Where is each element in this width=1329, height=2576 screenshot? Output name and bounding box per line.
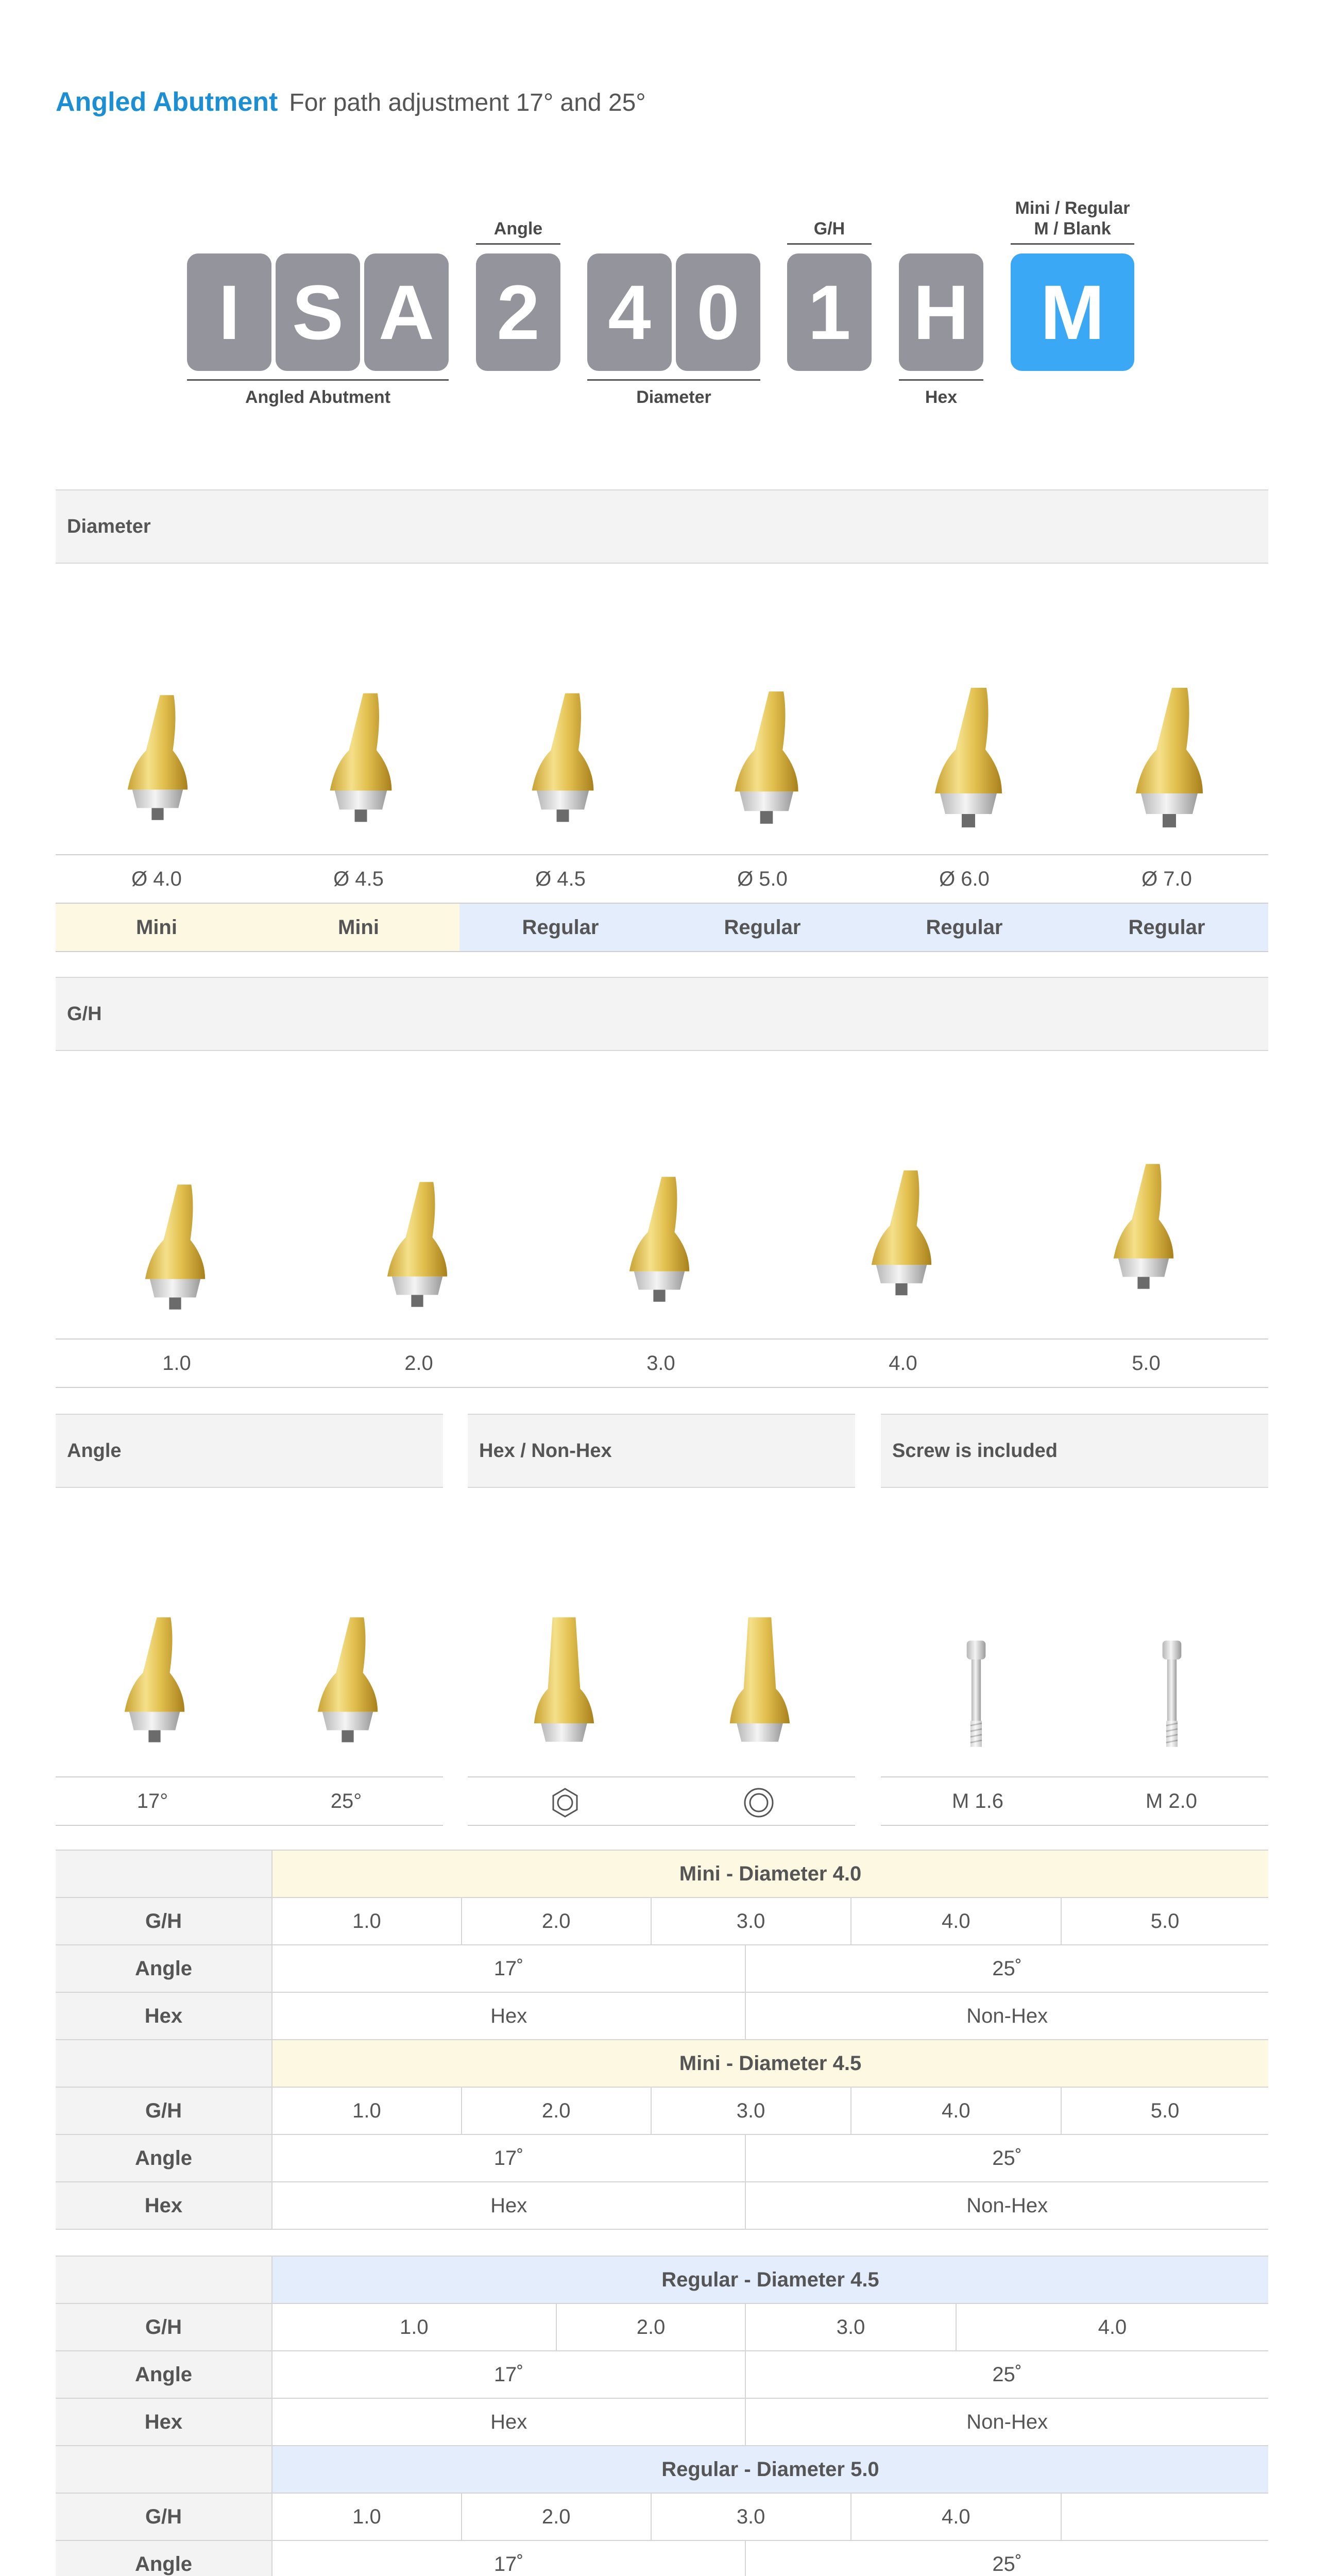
gh-label: 3.0	[646, 1352, 675, 1375]
angle-value: 25˚	[745, 2134, 1268, 2182]
gh-value: 2.0	[462, 2087, 651, 2134]
screw-heading: Screw is included	[881, 1414, 1268, 1488]
abutment-d40-image	[114, 683, 201, 832]
gh-value: 4.0	[851, 1897, 1061, 1945]
row-header-angle: Angle	[56, 2540, 272, 2576]
row-header-angle: Angle	[56, 2134, 272, 2182]
gh-value: 1.0	[272, 2087, 462, 2134]
type-cell-regular: Regular	[459, 904, 661, 951]
row-header-gh: G/H	[56, 2303, 272, 2351]
abutment-d70-image	[1118, 683, 1221, 832]
gh-label: 2.0	[404, 1352, 433, 1375]
gh-value: 4.0	[851, 2087, 1061, 2134]
gh-value: 5.0	[1061, 2087, 1268, 2134]
gh-label: 5.0	[1132, 1352, 1161, 1375]
abutment-gh1-image	[131, 1175, 219, 1319]
gh-value: 4.0	[956, 2303, 1268, 2351]
title-main: Angled Abutment	[56, 87, 278, 117]
row-header-empty	[56, 2446, 272, 2493]
abutment-25deg-image	[304, 1607, 391, 1752]
angle-value: 25˚	[745, 1945, 1268, 1992]
code-label-diameter: Diameter	[636, 387, 711, 407]
screw-label: M 2.0	[1145, 1790, 1198, 1812]
code-tile: S	[276, 253, 360, 371]
code-label-mini-regular: Mini / Regular	[1015, 198, 1130, 218]
code-tile: A	[364, 253, 449, 371]
code-label-m-blank: M / Blank	[1034, 219, 1111, 239]
abutment-d50-image	[720, 683, 813, 832]
row-header-gh: G/H	[56, 1897, 272, 1945]
row-header-angle: Angle	[56, 2351, 272, 2398]
mini-spec-table	[56, 1850, 1268, 2230]
abutment-17deg-image	[111, 1607, 198, 1752]
abutment-gh3-image	[616, 1159, 703, 1319]
group-title-row	[56, 2446, 1268, 2493]
abutment-nonhex-image	[716, 1607, 804, 1752]
row-header-angle: Angle	[56, 1945, 272, 1992]
regular-spec-table	[56, 2256, 1268, 2576]
abutment-gh5-image	[1100, 1133, 1187, 1319]
code-tile-highlight: M	[1011, 253, 1134, 371]
abutment-d45-regular-image	[518, 683, 608, 832]
code-tile: 1	[787, 253, 872, 371]
code-tile: 4	[587, 253, 672, 371]
row-header-hex: Hex	[56, 1992, 272, 2040]
gh-value: 5.0	[1061, 1897, 1268, 1945]
hex-value: Hex	[272, 1992, 745, 2040]
code-tile: H	[899, 253, 983, 371]
group-title: Mini - Diameter 4.0	[272, 1850, 1268, 1897]
non-hex-icon	[743, 1787, 775, 1819]
code-label-angled-abutment: Angled Abutment	[245, 387, 391, 407]
gh-value: 3.0	[651, 2087, 851, 2134]
type-cell-regular: Regular	[1065, 904, 1268, 951]
row-header-empty	[56, 2040, 272, 2087]
abutment-hex-image	[520, 1607, 608, 1752]
row-header-empty	[56, 1850, 272, 1897]
abutment-gh2-image	[373, 1170, 461, 1319]
abutment-d60-image	[919, 683, 1017, 832]
angle-value: 17˚	[272, 2351, 745, 2398]
diameter-label: Ø 5.0	[737, 868, 788, 890]
gh-value: 3.0	[651, 1897, 851, 1945]
gh-value: 4.0	[851, 2493, 1061, 2540]
screw-label: M 1.6	[951, 1790, 1004, 1812]
gh-value: 3.0	[651, 2493, 851, 2540]
screw-m16-image	[948, 1633, 1004, 1754]
diameter-heading: Diameter	[56, 489, 1268, 564]
hex-heading: Hex / Non-Hex	[468, 1414, 855, 1488]
angle-value: 17˚	[272, 2540, 745, 2576]
abutment-gh4-image	[858, 1146, 945, 1319]
title-subtitle: For path adjustment 17° and 25°	[289, 89, 646, 116]
diameter-label: Ø 4.5	[333, 868, 384, 890]
angle-heading: Angle	[56, 1414, 443, 1488]
type-cell-mini: Mini	[56, 904, 258, 951]
code-label-hex: Hex	[925, 387, 958, 407]
hex-value: Hex	[272, 2398, 745, 2446]
angle-label: 17°	[137, 1790, 168, 1812]
diameter-label: Ø 7.0	[1141, 868, 1192, 890]
group-title: Regular - Diameter 4.5	[272, 2256, 1268, 2303]
code-label-gh: G/H	[813, 219, 845, 239]
group-title: Regular - Diameter 5.0	[272, 2446, 1268, 2493]
code-tile: 2	[476, 253, 560, 371]
diameter-label: Ø 4.5	[535, 868, 586, 890]
group-title: Mini - Diameter 4.5	[272, 2040, 1268, 2087]
row-header-empty	[56, 2256, 272, 2303]
row-header-gh: G/H	[56, 2493, 272, 2540]
gh-heading: G/H	[56, 977, 1268, 1051]
gh-value: 2.0	[462, 2493, 651, 2540]
group-title-row	[56, 1850, 1268, 1897]
type-cell-mini: Mini	[258, 904, 459, 951]
angle-value: 25˚	[745, 2540, 1268, 2576]
row-header-hex: Hex	[56, 2398, 272, 2446]
angle-label: 25°	[330, 1790, 362, 1812]
angle-value: 17˚	[272, 2134, 745, 2182]
gh-value: 1.0	[272, 2303, 556, 2351]
code-tile: 0	[676, 253, 760, 371]
type-cell-regular: Regular	[661, 904, 863, 951]
code-tile: I	[187, 253, 271, 371]
page-title	[56, 87, 646, 117]
gh-label: 4.0	[889, 1352, 917, 1375]
abutment-d45-mini-image	[316, 683, 406, 832]
gh-value: 2.0	[462, 1897, 651, 1945]
hex-value: Non-Hex	[745, 2182, 1268, 2229]
hex-value: Non-Hex	[745, 1992, 1268, 2040]
angle-value: 25˚	[745, 2351, 1268, 2398]
hex-value: Non-Hex	[745, 2398, 1268, 2446]
gh-value: 3.0	[745, 2303, 956, 2351]
code-label-angle: Angle	[493, 219, 543, 239]
row-header-gh: G/H	[56, 2087, 272, 2134]
type-cell-regular: Regular	[863, 904, 1065, 951]
hex-value: Hex	[272, 2182, 745, 2229]
gh-value: 2.0	[556, 2303, 746, 2351]
screw-m20-image	[1144, 1633, 1200, 1754]
gh-value: 1.0	[272, 2493, 462, 2540]
row-header-hex: Hex	[56, 2182, 272, 2229]
diameter-label: Ø 4.0	[131, 868, 182, 890]
hex-icon	[549, 1787, 581, 1819]
gh-label: 1.0	[162, 1352, 191, 1375]
group-title-row	[56, 2040, 1268, 2087]
diameter-label: Ø 6.0	[939, 868, 990, 890]
gh-value	[1061, 2493, 1268, 2540]
angle-value: 17˚	[272, 1945, 745, 1992]
group-title-row	[56, 2256, 1268, 2303]
gh-value: 1.0	[272, 1897, 462, 1945]
